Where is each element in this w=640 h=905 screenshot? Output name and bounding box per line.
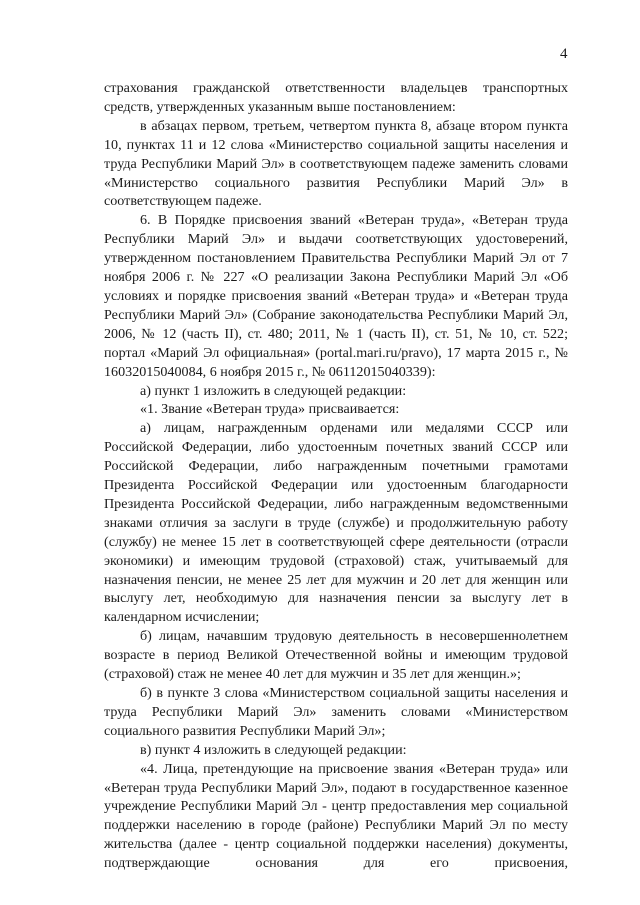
paragraph-2: средств, утвержденных указанным выше постановлением:: [104, 98, 456, 115]
page-number: 4: [560, 46, 568, 62]
paragraph-3: в абзацах первом, третьем, четвертом пункта 8, абзаце втором пункта 10, пунктах 11 и 12 слова «Министерство социальной защиты населения и труда Республики Марий Эл» в соответствующем падеже заменить словами «Министерство социального развития Республики Марий Эл» в соответствующем падеже.: [104, 117, 568, 210]
paragraph-1: страхования гражданской ответственности владельцев транспортных: [104, 80, 568, 96]
paragraph-5: а) пункт 1 изложить в следующей редакции:: [140, 382, 407, 399]
paragraph-6: «1. Звание «Ветеран труда» присваивается:: [140, 401, 400, 418]
body-text: [104, 79, 568, 873]
paragraph-8: б) лицам, начавшим трудовую деятельность в несовершеннолетнем возрасте в период Великой Отечественной войны и имеющим трудовой (страховой) стаж не менее 40 лет для мужчин и 35 лет для женщин.»;: [104, 628, 568, 683]
paragraph-7: а) лицам, награжденным орденами или медалями СССР или Российской Федерации, либо удостоенным почетных званий СССР или Российской Федерации, либо награжденным почетными грамотами Президента Российской Федерации или удостоенным благодарности Президента Российской Федерации, либо награжденным ведомственными знаками отличия за заслуги в труде (службе) и продолжительную работу (службу) не менее 15 лет в соответствующей сфере деятельности (отрасли экономики) и имеющим трудовой (страховой) стаж, учитываемый для назначения пенсии, не менее 25 лет для мужчин и 20 лет для женщин или выслугу лет, необходимую для назначения пенсии за выслугу лет в календарном исчислении;: [104, 420, 568, 626]
paragraph-10: в) пункт 4 изложить в следующей редакции:: [140, 741, 407, 758]
paragraph-11: «4. Лица, претендующие на присвоение звания «Ветеран труда» или «Ветеран труда Республики Марий Эл», подают в государственное казенное учреждение Республики Марий Эл - центр предоставления мер социальной поддержки населению в городе (районе) Республики Марий Эл по месту жительства (далее - центр социальной поддержки населения) документы, подтверждающие основания для его присвоения,: [104, 760, 568, 872]
paragraph-4: 6. В Порядке присвоения званий «Ветеран труда», «Ветеран труда Республики Марий Эл» и выдачи соответствующих удостоверений, утвержденном постановлением Правительства Республики Марий Эл от 7 ноября 2006 г. № 227 «О реализации Закона Республики Марий Эл «Об условиях и порядке присвоения званий «Ветеран труда» и «Ветеран труда Республики Марий Эл» (Собрание законодательства Республики Марий Эл, 2006, № 12 (часть II), ст. 480; 2011, № 1 (часть II), ст. 51, № 10, ст. 522; портал «Марий Эл официальная» (portal.mari.ru/pravo), 17 марта 2015 г., № 16032015040084, 6 ноября 2015 г., № 06112015040339):: [104, 212, 568, 380]
paragraph-9: б) в пункте 3 слова «Министерством социальной защиты населения и труда Республики Марий Эл» заменить словами «Министерством социального развития Республики Марий Эл»;: [104, 685, 568, 739]
